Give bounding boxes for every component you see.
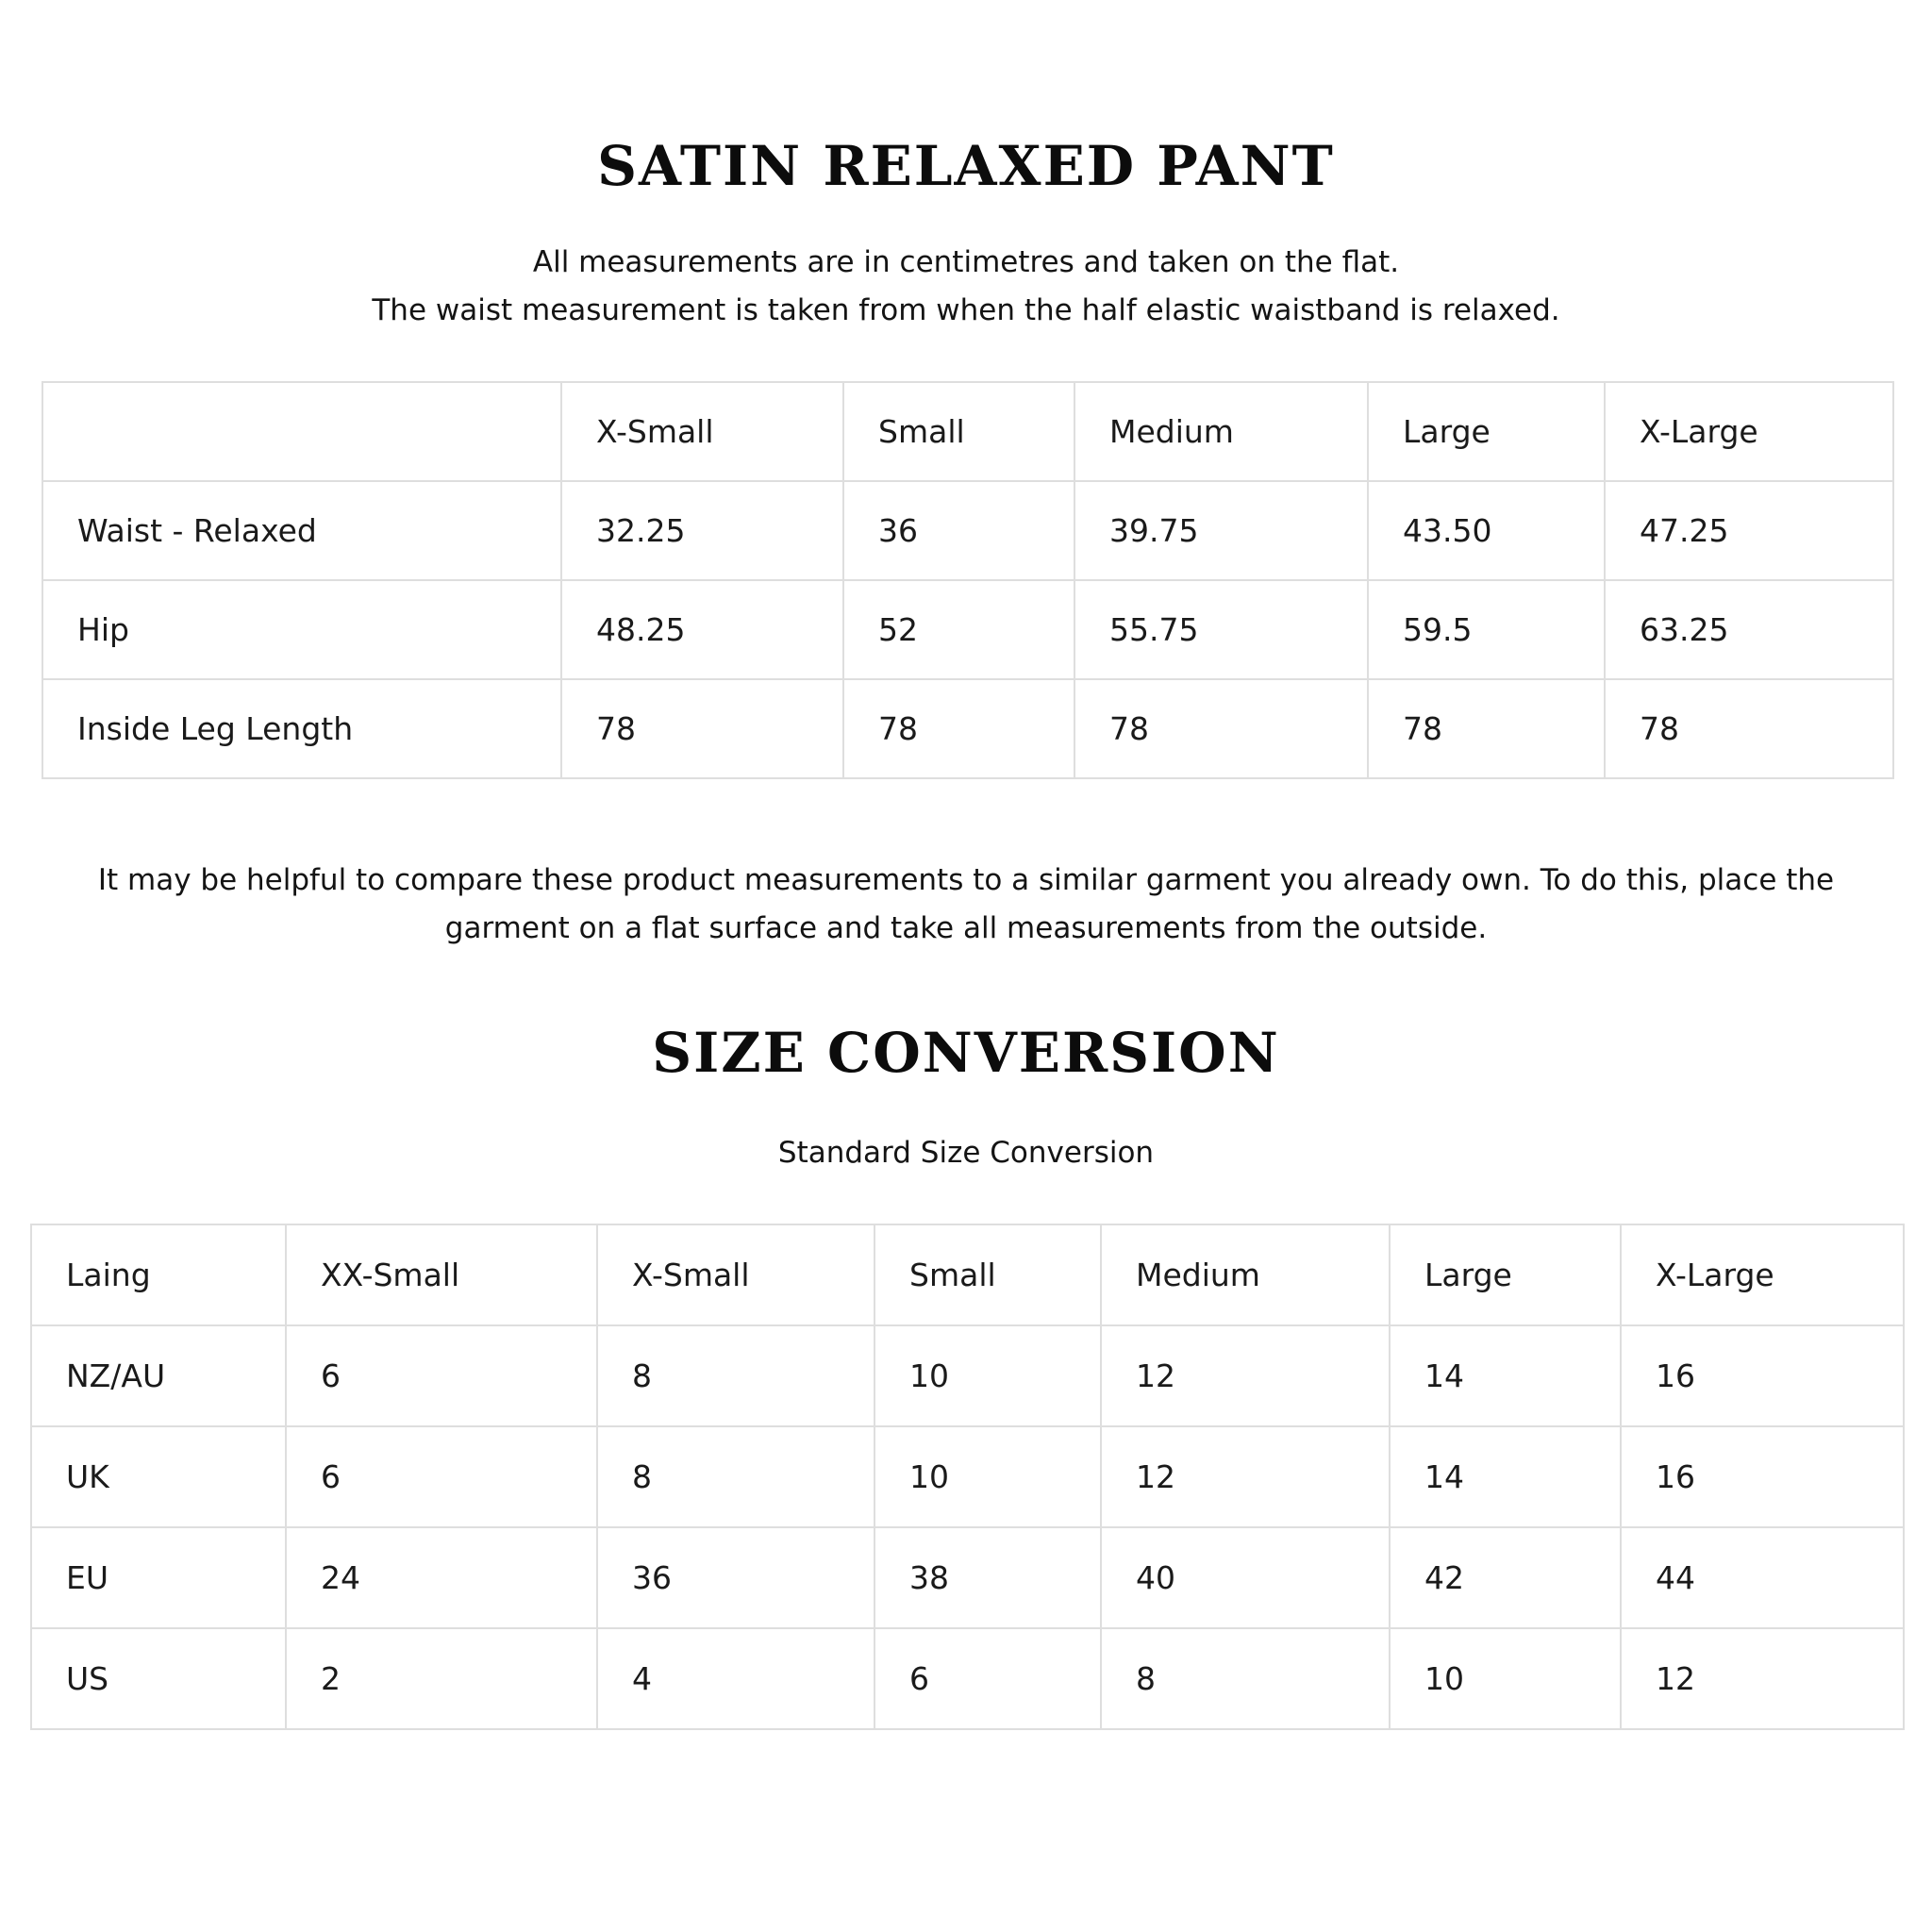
table-cell: 55.75 [1074,580,1368,679]
table-cell: 36 [843,481,1074,580]
size-conversion-table [30,1224,1905,1730]
compare-note-line-1: It may be helpful to compare these product measurements to a similar garment you already own. To do this, place the [97,863,1835,897]
header-cell: X-Large [1621,1224,1904,1325]
table-cell: 63.25 [1605,580,1893,679]
table-row [31,1628,1904,1729]
table-row [31,1426,1904,1527]
row-label: Inside Leg Length [42,679,561,778]
header-cell: Medium [1101,1224,1390,1325]
table-row [42,481,1893,580]
table-cell: 39.75 [1074,481,1368,580]
measurements-table [42,381,1894,779]
compare-note-line-2: garment on a flat surface and take all measurements from the outside. [444,911,1488,945]
header-cell: Medium [1074,382,1368,481]
table-cell: 78 [561,679,843,778]
header-cell [42,382,561,481]
table-cell: 4 [597,1628,874,1729]
table-row [31,1325,1904,1426]
header-cell: X-Small [561,382,843,481]
table-cell: 24 [286,1527,597,1628]
header-cell: XX-Small [286,1224,597,1325]
table-cell: 48.25 [561,580,843,679]
table-cell: 47.25 [1605,481,1893,580]
table-cell: 78 [843,679,1074,778]
table-cell: 78 [1605,679,1893,778]
table-cell: 14 [1390,1426,1621,1527]
row-label: US [31,1628,286,1729]
table-cell: 10 [874,1325,1101,1426]
table-header-row [42,382,1893,481]
row-label: Hip [42,580,561,679]
measurement-note-line-2: The waist measurement is taken from when the half elastic waistband is relaxed. [372,293,1560,327]
measurement-note [0,239,1932,335]
table-cell: 12 [1101,1325,1390,1426]
table-cell: 42 [1390,1527,1621,1628]
compare-note [57,857,1875,953]
table-cell: 6 [286,1426,597,1527]
row-label: UK [31,1426,286,1527]
page-title: SATIN RELAXED PANT [597,134,1335,198]
row-label: NZ/AU [31,1325,286,1426]
table-cell: 8 [1101,1628,1390,1729]
table-cell: 36 [597,1527,874,1628]
table-cell: 10 [1390,1628,1621,1729]
table-cell: 44 [1621,1527,1904,1628]
table-cell: 59.5 [1368,580,1605,679]
row-label: EU [31,1527,286,1628]
header-cell: Large [1368,382,1605,481]
table-cell: 40 [1101,1527,1390,1628]
header-cell: X-Small [597,1224,874,1325]
table-cell: 2 [286,1628,597,1729]
header-cell: Small [874,1224,1101,1325]
table-cell: 8 [597,1325,874,1426]
table-cell: 12 [1621,1628,1904,1729]
table-row [42,580,1893,679]
table-cell: 78 [1074,679,1368,778]
table-cell: 6 [286,1325,597,1426]
table-header-row [31,1224,1904,1325]
header-cell: Large [1390,1224,1621,1325]
table-cell: 10 [874,1426,1101,1527]
table-cell: 78 [1368,679,1605,778]
header-cell: X-Large [1605,382,1893,481]
size-conversion-subtitle: Standard Size Conversion [777,1136,1155,1170]
table-row [42,679,1893,778]
measurement-note-line-1: All measurements are in centimetres and taken on the flat. [532,245,1400,279]
header-cell: Small [843,382,1074,481]
table-cell: 38 [874,1527,1101,1628]
table-cell: 16 [1621,1426,1904,1527]
table-cell: 6 [874,1628,1101,1729]
table-cell: 16 [1621,1325,1904,1426]
row-label: Waist - Relaxed [42,481,561,580]
table-cell: 12 [1101,1426,1390,1527]
size-conversion-title: SIZE CONVERSION [652,1021,1280,1085]
table-cell: 8 [597,1426,874,1527]
header-cell: Laing [31,1224,286,1325]
table-row [31,1527,1904,1628]
table-cell: 52 [843,580,1074,679]
table-cell: 14 [1390,1325,1621,1426]
table-cell: 32.25 [561,481,843,580]
table-cell: 43.50 [1368,481,1605,580]
